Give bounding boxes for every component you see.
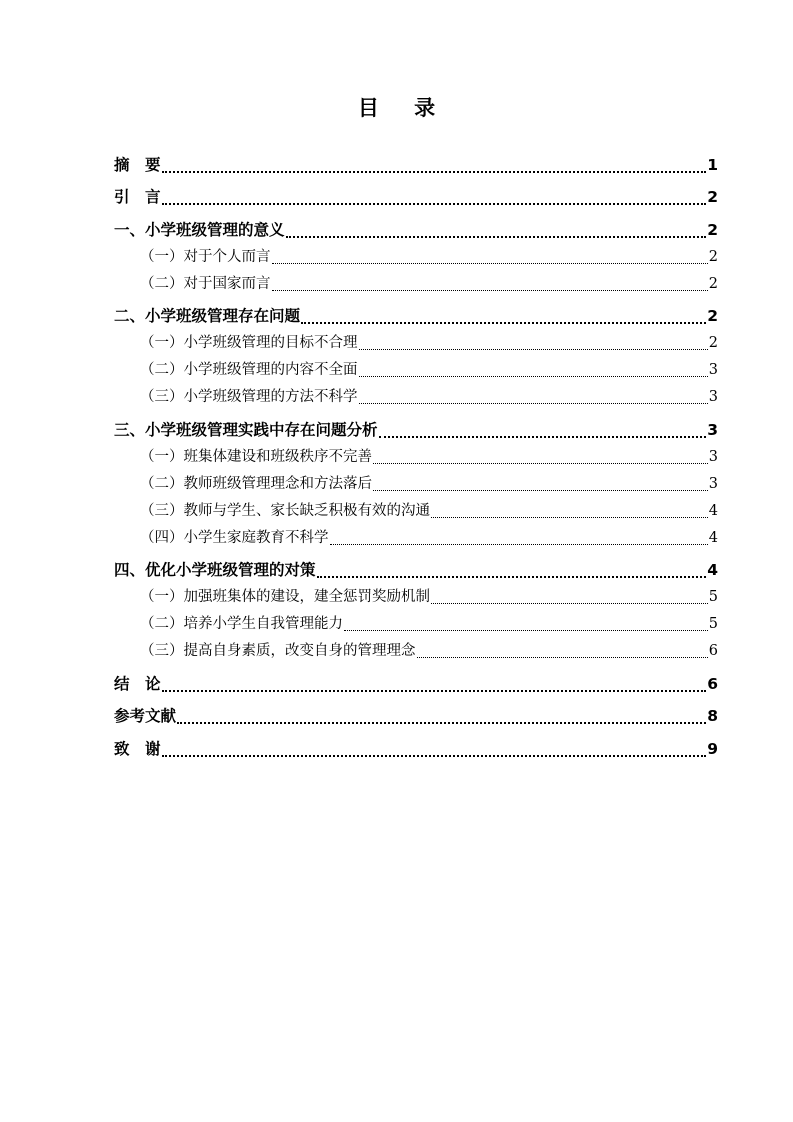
toc-entry-label: （一）班集体建设和班级秩序不完善	[140, 448, 372, 465]
toc-entry-page: 3	[707, 420, 718, 439]
toc-entry-label: 参考文献	[114, 707, 177, 725]
dot-leader	[162, 203, 707, 205]
toc-entry-label: （一）对于个人而言	[140, 248, 271, 265]
toc-entry-section-2-2[interactable]	[114, 357, 718, 384]
dot-leader	[373, 463, 708, 464]
toc-entry-chapter-4[interactable]	[114, 557, 718, 584]
toc-entry-label: （二）小学班级管理的内容不全面	[140, 362, 358, 378]
toc-entry-section-2-1[interactable]	[114, 330, 718, 357]
dot-leader	[359, 349, 708, 350]
toc-entry-label: 二、小学班级管理存在问题	[114, 307, 301, 325]
toc-entry-section-4-2[interactable]	[114, 611, 718, 638]
toc-entry-page: 2	[708, 335, 718, 351]
toc-entry-label: 三、小学班级管理实践中存在问题分析	[114, 420, 378, 439]
dot-leader	[272, 263, 708, 264]
toc-entry-section-4-3[interactable]	[114, 638, 718, 665]
toc-entry-page: 1	[707, 155, 718, 174]
dot-leader	[417, 657, 708, 658]
toc-entry-page: 5	[708, 589, 718, 605]
toc-entry-abstract[interactable]	[114, 152, 718, 179]
dot-leader	[317, 576, 707, 578]
toc-entry-label: 引 言	[114, 188, 161, 206]
dot-leader	[431, 603, 708, 604]
toc-entry-section-4-1[interactable]	[114, 584, 718, 611]
toc-entry-label: （二）教师班级管理理念和方法落后	[140, 475, 372, 492]
toc-entry-section-3-4[interactable]	[114, 525, 718, 552]
toc-entry-page: 2	[708, 248, 718, 265]
toc-entry-section-1-2[interactable]	[114, 271, 718, 298]
toc-entry-label: 四、优化小学班级管理的对策	[114, 561, 316, 579]
toc-entry-label: （一）小学班级管理的目标不合理	[140, 335, 358, 351]
toc-entry-label: 结 论	[114, 674, 161, 693]
toc-entry-chapter-3[interactable]	[114, 417, 718, 444]
toc-entry-page: 3	[708, 448, 718, 465]
toc-entry-page: 4	[707, 561, 718, 579]
toc-entry-page: 9	[707, 739, 718, 758]
toc-entry-page: 3	[708, 362, 718, 378]
toc-entry-label: （二）对于国家而言	[140, 275, 271, 292]
toc-entry-chapter-2[interactable]	[114, 303, 718, 330]
page-title: 目 录	[357, 96, 450, 120]
toc-entry-acknowledgements[interactable]	[114, 736, 718, 763]
toc-entry-section-3-2[interactable]	[114, 471, 718, 498]
toc-entry-section-3-1[interactable]	[114, 444, 718, 471]
dot-leader	[359, 403, 708, 404]
toc-entry-label: 致 谢	[114, 739, 161, 758]
toc-entry-chapter-1[interactable]	[114, 217, 718, 244]
toc-entry-page: 2	[707, 188, 718, 206]
toc-entry-page: 8	[707, 707, 718, 725]
dot-leader	[162, 690, 707, 692]
dot-leader	[286, 236, 707, 238]
dot-leader	[330, 544, 708, 545]
toc-entry-label: （三）提高自身素质，改变自身的管理理念	[140, 643, 416, 659]
toc-entry-conclusion[interactable]	[114, 671, 718, 698]
toc-entry-references[interactable]	[114, 703, 718, 730]
toc-entry-page: 5	[708, 616, 718, 632]
dot-leader	[162, 171, 707, 173]
dot-leader	[272, 290, 708, 291]
toc-entry-label: （三）教师与学生、家长缺乏积极有效的沟通	[140, 502, 430, 519]
toc-entry-label: （二）培养小学生自我管理能力	[140, 616, 343, 632]
toc-entry-page: 4	[708, 502, 718, 519]
toc-entry-section-2-3[interactable]	[114, 384, 718, 411]
toc-entry-page: 2	[707, 307, 718, 325]
toc-entry-page: 2	[707, 220, 718, 239]
toc-entry-page: 6	[707, 674, 718, 693]
toc-entry-page: 3	[708, 389, 718, 405]
toc-entry-label: 摘 要	[114, 155, 161, 174]
toc-entry-section-3-3[interactable]	[114, 498, 718, 525]
dot-leader	[301, 322, 706, 324]
toc-entry-label: （四）小学生家庭教育不科学	[140, 529, 329, 546]
dot-leader	[162, 755, 707, 757]
toc-entry-page: 6	[708, 643, 718, 659]
dot-leader	[177, 722, 706, 724]
toc-entry-page: 4	[708, 529, 718, 546]
dot-leader	[379, 436, 707, 438]
toc-entry-page: 2	[708, 275, 718, 292]
toc-entry-introduction[interactable]	[114, 184, 718, 211]
dot-leader	[359, 376, 708, 377]
table-of-contents	[114, 146, 718, 763]
toc-entry-label: 一、小学班级管理的意义	[114, 220, 285, 239]
toc-entry-page: 3	[708, 475, 718, 492]
toc-entry-label: （一）加强班集体的建设，建全惩罚奖励机制	[140, 589, 430, 605]
dot-leader	[373, 490, 708, 491]
toc-entry-label: （三）小学班级管理的方法不科学	[140, 389, 358, 405]
dot-leader	[344, 630, 708, 631]
dot-leader	[431, 517, 708, 518]
toc-entry-section-1-1[interactable]	[114, 244, 718, 271]
